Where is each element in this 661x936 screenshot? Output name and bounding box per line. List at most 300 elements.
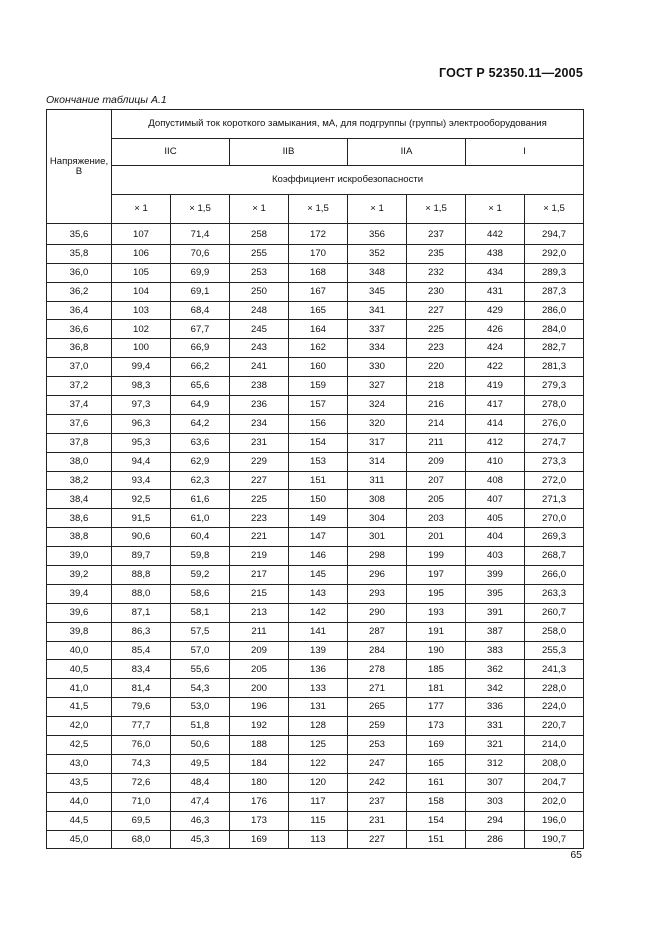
current-cell: 356: [348, 224, 407, 245]
current-cell: 102: [112, 320, 171, 339]
current-cell: 58,6: [171, 584, 230, 603]
current-cell: 69,5: [112, 811, 171, 830]
page-number: 65: [570, 849, 582, 861]
table-row: [47, 377, 584, 396]
current-cell: 94,4: [112, 452, 171, 471]
current-cell: 241,3: [525, 660, 584, 679]
current-cell: 209: [407, 452, 466, 471]
current-cell: 426: [466, 320, 525, 339]
current-cell: 259: [348, 717, 407, 736]
current-cell: 287,3: [525, 282, 584, 301]
current-cell: 117: [289, 792, 348, 811]
current-cell: 88,8: [112, 566, 171, 585]
current-cell: 55,6: [171, 660, 230, 679]
voltage-cell: 38,8: [47, 528, 112, 547]
factor-header: × 1,5: [407, 195, 466, 224]
current-cell: 274,7: [525, 433, 584, 452]
current-cell: 86,3: [112, 622, 171, 641]
current-cell: 225: [230, 490, 289, 509]
current-cell: 151: [407, 830, 466, 849]
current-cell: 298: [348, 547, 407, 566]
current-cell: 387: [466, 622, 525, 641]
current-cell: 72,6: [112, 773, 171, 792]
voltage-cell: 43,0: [47, 754, 112, 773]
current-cell: 303: [466, 792, 525, 811]
voltage-cell: 40,5: [47, 660, 112, 679]
current-cell: 131: [289, 698, 348, 717]
current-cell: 136: [289, 660, 348, 679]
group-header-iib: IIB: [230, 139, 348, 166]
table-row: [47, 414, 584, 433]
current-cell: 64,9: [171, 396, 230, 415]
current-cell: 59,2: [171, 566, 230, 585]
current-cell: 279,3: [525, 377, 584, 396]
voltage-cell: 39,0: [47, 547, 112, 566]
current-cell: 290: [348, 603, 407, 622]
table-caption: Окончание таблицы А.1: [46, 94, 167, 106]
current-cell: 289,3: [525, 263, 584, 282]
table-row: [47, 641, 584, 660]
current-cell: 228,0: [525, 679, 584, 698]
current-cell: 383: [466, 641, 525, 660]
current-cell: 57,5: [171, 622, 230, 641]
current-cell: 160: [289, 358, 348, 377]
table-row: [47, 339, 584, 358]
current-cell: 227: [348, 830, 407, 849]
current-cell: 345: [348, 282, 407, 301]
current-cell: 410: [466, 452, 525, 471]
current-cell: 203: [407, 509, 466, 528]
current-cell: 66,2: [171, 358, 230, 377]
voltage-cell: 36,8: [47, 339, 112, 358]
current-cell: 294,7: [525, 224, 584, 245]
table-row: [47, 566, 584, 585]
current-cell: 281,3: [525, 358, 584, 377]
current-cell: 45,3: [171, 830, 230, 849]
current-cell: 314: [348, 452, 407, 471]
voltage-cell: 36,4: [47, 301, 112, 320]
current-cell: 106: [112, 244, 171, 263]
current-cell: 266,0: [525, 566, 584, 585]
current-cell: 165: [289, 301, 348, 320]
current-cell: 250: [230, 282, 289, 301]
voltage-cell: 35,8: [47, 244, 112, 263]
current-cell: 91,5: [112, 509, 171, 528]
current-cell: 202,0: [525, 792, 584, 811]
table-row: [47, 792, 584, 811]
current-cell: 273,3: [525, 452, 584, 471]
current-cell: 90,6: [112, 528, 171, 547]
current-cell: 122: [289, 754, 348, 773]
current-cell: 268,7: [525, 547, 584, 566]
current-cell: 282,7: [525, 339, 584, 358]
current-cell: 232: [407, 263, 466, 282]
current-cell: 337: [348, 320, 407, 339]
current-cell: 276,0: [525, 414, 584, 433]
current-cell: 278,0: [525, 396, 584, 415]
current-cell: 235: [407, 244, 466, 263]
table-row: [47, 490, 584, 509]
current-cell: 142: [289, 603, 348, 622]
current-cell: 207: [407, 471, 466, 490]
table-row: [47, 452, 584, 471]
table-row: [47, 603, 584, 622]
group-header-i: I: [466, 139, 584, 166]
current-cell: 192: [230, 717, 289, 736]
current-cell: 253: [348, 736, 407, 755]
current-cell: 308: [348, 490, 407, 509]
current-cell: 237: [407, 224, 466, 245]
table-row: [47, 224, 584, 245]
current-cell: 225: [407, 320, 466, 339]
current-cell: 241: [230, 358, 289, 377]
current-cell: 105: [112, 263, 171, 282]
current-cell: 403: [466, 547, 525, 566]
current-cell: 46,3: [171, 811, 230, 830]
current-cell: 176: [230, 792, 289, 811]
factor-header: × 1: [466, 195, 525, 224]
current-cell: 154: [289, 433, 348, 452]
current-cell: 172: [289, 224, 348, 245]
current-cell: 51,8: [171, 717, 230, 736]
current-cell: 62,3: [171, 471, 230, 490]
current-cell: 286,0: [525, 301, 584, 320]
current-cell: 200: [230, 679, 289, 698]
current-cell: 265: [348, 698, 407, 717]
current-cell: 391: [466, 603, 525, 622]
voltage-cell: 43,5: [47, 773, 112, 792]
current-cell: 169: [407, 736, 466, 755]
current-cell: 217: [230, 566, 289, 585]
current-cell: 191: [407, 622, 466, 641]
current-cell: 317: [348, 433, 407, 452]
factor-header: × 1,5: [525, 195, 584, 224]
current-cell: 164: [289, 320, 348, 339]
current-cell: 61,6: [171, 490, 230, 509]
document-standard-header: ГОСТ Р 52350.11—2005: [438, 66, 583, 80]
current-cell: 104: [112, 282, 171, 301]
current-cell: 99,4: [112, 358, 171, 377]
current-cell: 211: [230, 622, 289, 641]
current-cell: 260,7: [525, 603, 584, 622]
group-header-iic: IIC: [112, 139, 230, 166]
current-cell: 63,6: [171, 433, 230, 452]
voltage-cell: 45,0: [47, 830, 112, 849]
current-cell: 59,8: [171, 547, 230, 566]
current-cell: 81,4: [112, 679, 171, 698]
current-cell: 61,0: [171, 509, 230, 528]
current-cell: 177: [407, 698, 466, 717]
current-cell: 67,7: [171, 320, 230, 339]
current-cell: 48,4: [171, 773, 230, 792]
table-row: [47, 754, 584, 773]
table-row: [47, 547, 584, 566]
current-cell: 49,5: [171, 754, 230, 773]
table-row: [47, 282, 584, 301]
current-cell: 165: [407, 754, 466, 773]
current-cell: 162: [289, 339, 348, 358]
current-cell: 181: [407, 679, 466, 698]
table-body: [47, 224, 584, 849]
current-cell: 219: [230, 547, 289, 566]
current-cell: 107: [112, 224, 171, 245]
current-cell: 188: [230, 736, 289, 755]
current-cell: 292,0: [525, 244, 584, 263]
current-cell: 69,9: [171, 263, 230, 282]
current-cell: 195: [407, 584, 466, 603]
group-header-iia: IIA: [348, 139, 466, 166]
factor-header: × 1: [230, 195, 289, 224]
table-row: [47, 263, 584, 282]
current-cell: 85,4: [112, 641, 171, 660]
current-cell: 87,1: [112, 603, 171, 622]
voltage-cell: 41,0: [47, 679, 112, 698]
current-cell: 243: [230, 339, 289, 358]
current-cell: 173: [230, 811, 289, 830]
table-row: [47, 301, 584, 320]
current-cell: 65,6: [171, 377, 230, 396]
current-cell: 284,0: [525, 320, 584, 339]
current-cell: 442: [466, 224, 525, 245]
current-cell: 79,6: [112, 698, 171, 717]
current-cell: 64,2: [171, 414, 230, 433]
current-cell: 320: [348, 414, 407, 433]
current-cell: 60,4: [171, 528, 230, 547]
current-cell: 218: [407, 377, 466, 396]
current-cell: 70,6: [171, 244, 230, 263]
current-cell: 184: [230, 754, 289, 773]
current-cell: 201: [407, 528, 466, 547]
current-cell: 204,7: [525, 773, 584, 792]
current-cell: 304: [348, 509, 407, 528]
current-cell: 185: [407, 660, 466, 679]
current-cell: 419: [466, 377, 525, 396]
current-cell: 231: [348, 811, 407, 830]
current-cell: 234: [230, 414, 289, 433]
current-cell: 213: [230, 603, 289, 622]
voltage-cell: 39,4: [47, 584, 112, 603]
current-limits-table: [46, 109, 584, 849]
table-row: [47, 660, 584, 679]
current-cell: 57,0: [171, 641, 230, 660]
current-cell: 412: [466, 433, 525, 452]
current-cell: 247: [348, 754, 407, 773]
voltage-cell: 37,0: [47, 358, 112, 377]
current-cell: 113: [289, 830, 348, 849]
voltage-cell: 35,6: [47, 224, 112, 245]
current-cell: 223: [407, 339, 466, 358]
voltage-cell: 44,0: [47, 792, 112, 811]
current-cell: 120: [289, 773, 348, 792]
current-cell: 221: [230, 528, 289, 547]
current-cell: 190,7: [525, 830, 584, 849]
current-cell: 271,3: [525, 490, 584, 509]
current-cell: 50,6: [171, 736, 230, 755]
current-cell: 205: [230, 660, 289, 679]
current-cell: 71,4: [171, 224, 230, 245]
current-cell: 220,7: [525, 717, 584, 736]
current-cell: 47,4: [171, 792, 230, 811]
current-cell: 196: [230, 698, 289, 717]
voltage-cell: 36,0: [47, 263, 112, 282]
current-cell: 53,0: [171, 698, 230, 717]
current-cell: 405: [466, 509, 525, 528]
factor-header: × 1,5: [289, 195, 348, 224]
table-row: [47, 244, 584, 263]
current-cell: 258,0: [525, 622, 584, 641]
current-cell: 58,1: [171, 603, 230, 622]
current-cell: 245: [230, 320, 289, 339]
table-row: [47, 736, 584, 755]
current-cell: 77,7: [112, 717, 171, 736]
current-cell: 92,5: [112, 490, 171, 509]
current-cell: 311: [348, 471, 407, 490]
voltage-cell: 38,6: [47, 509, 112, 528]
current-cell: 83,4: [112, 660, 171, 679]
current-cell: 196,0: [525, 811, 584, 830]
current-cell: 431: [466, 282, 525, 301]
current-cell: 143: [289, 584, 348, 603]
current-cell: 158: [407, 792, 466, 811]
coefficient-header: Коэффициент искробезопасности: [112, 166, 584, 195]
main-column-header: Допустимый ток короткого замыкания, мА, для подгруппы (группы) электрооборудования: [112, 110, 584, 139]
current-cell: 301: [348, 528, 407, 547]
current-cell: 408: [466, 471, 525, 490]
current-cell: 272,0: [525, 471, 584, 490]
table-row: [47, 679, 584, 698]
current-cell: 404: [466, 528, 525, 547]
current-cell: 278: [348, 660, 407, 679]
current-cell: 93,4: [112, 471, 171, 490]
current-cell: 327: [348, 377, 407, 396]
current-cell: 168: [289, 263, 348, 282]
table-row: [47, 358, 584, 377]
current-cell: 438: [466, 244, 525, 263]
current-cell: 125: [289, 736, 348, 755]
current-cell: 216: [407, 396, 466, 415]
current-cell: 76,0: [112, 736, 171, 755]
current-cell: 68,0: [112, 830, 171, 849]
current-cell: 151: [289, 471, 348, 490]
current-cell: 220: [407, 358, 466, 377]
voltage-cell: 42,0: [47, 717, 112, 736]
current-cell: 287: [348, 622, 407, 641]
current-cell: 169: [230, 830, 289, 849]
current-cell: 100: [112, 339, 171, 358]
current-cell: 236: [230, 396, 289, 415]
current-cell: 96,3: [112, 414, 171, 433]
current-cell: 69,1: [171, 282, 230, 301]
voltage-cell: 37,4: [47, 396, 112, 415]
current-cell: 330: [348, 358, 407, 377]
current-cell: 167: [289, 282, 348, 301]
current-cell: 147: [289, 528, 348, 547]
table-row: [47, 320, 584, 339]
current-cell: 224,0: [525, 698, 584, 717]
current-cell: 342: [466, 679, 525, 698]
current-cell: 173: [407, 717, 466, 736]
current-cell: 269,3: [525, 528, 584, 547]
current-cell: 286: [466, 830, 525, 849]
current-cell: 97,3: [112, 396, 171, 415]
current-cell: 208,0: [525, 754, 584, 773]
table-row: [47, 622, 584, 641]
current-cell: 407: [466, 490, 525, 509]
current-cell: 66,9: [171, 339, 230, 358]
current-cell: 296: [348, 566, 407, 585]
current-cell: 145: [289, 566, 348, 585]
current-cell: 74,3: [112, 754, 171, 773]
current-cell: 149: [289, 509, 348, 528]
table-row: [47, 509, 584, 528]
current-cell: 434: [466, 263, 525, 282]
current-cell: 395: [466, 584, 525, 603]
current-cell: 95,3: [112, 433, 171, 452]
current-cell: 71,0: [112, 792, 171, 811]
current-cell: 62,9: [171, 452, 230, 471]
current-cell: 156: [289, 414, 348, 433]
current-cell: 115: [289, 811, 348, 830]
voltage-cell: 40,0: [47, 641, 112, 660]
voltage-cell: 41,5: [47, 698, 112, 717]
voltage-column-header: Напряжение, В: [47, 110, 112, 224]
current-cell: 231: [230, 433, 289, 452]
current-cell: 205: [407, 490, 466, 509]
table-row: [47, 811, 584, 830]
current-cell: 429: [466, 301, 525, 320]
current-cell: 209: [230, 641, 289, 660]
current-cell: 417: [466, 396, 525, 415]
current-cell: 141: [289, 622, 348, 641]
current-cell: 324: [348, 396, 407, 415]
current-cell: 215: [230, 584, 289, 603]
current-cell: 146: [289, 547, 348, 566]
current-cell: 180: [230, 773, 289, 792]
current-cell: 284: [348, 641, 407, 660]
current-cell: 414: [466, 414, 525, 433]
voltage-cell: 39,6: [47, 603, 112, 622]
current-cell: 133: [289, 679, 348, 698]
voltage-cell: 36,6: [47, 320, 112, 339]
voltage-cell: 44,5: [47, 811, 112, 830]
voltage-cell: 36,2: [47, 282, 112, 301]
current-cell: 161: [407, 773, 466, 792]
current-cell: 139: [289, 641, 348, 660]
table-row: [47, 471, 584, 490]
table-row: [47, 584, 584, 603]
current-cell: 352: [348, 244, 407, 263]
current-cell: 89,7: [112, 547, 171, 566]
current-cell: 229: [230, 452, 289, 471]
factor-header: × 1: [348, 195, 407, 224]
current-cell: 248: [230, 301, 289, 320]
current-cell: 197: [407, 566, 466, 585]
current-cell: 103: [112, 301, 171, 320]
current-cell: 263,3: [525, 584, 584, 603]
voltage-cell: 38,4: [47, 490, 112, 509]
current-cell: 307: [466, 773, 525, 792]
current-cell: 238: [230, 377, 289, 396]
current-cell: 223: [230, 509, 289, 528]
current-cell: 237: [348, 792, 407, 811]
table-row: [47, 717, 584, 736]
voltage-cell: 38,2: [47, 471, 112, 490]
current-cell: 170: [289, 244, 348, 263]
voltage-cell: 39,2: [47, 566, 112, 585]
current-cell: 271: [348, 679, 407, 698]
current-cell: 227: [407, 301, 466, 320]
current-cell: 331: [466, 717, 525, 736]
